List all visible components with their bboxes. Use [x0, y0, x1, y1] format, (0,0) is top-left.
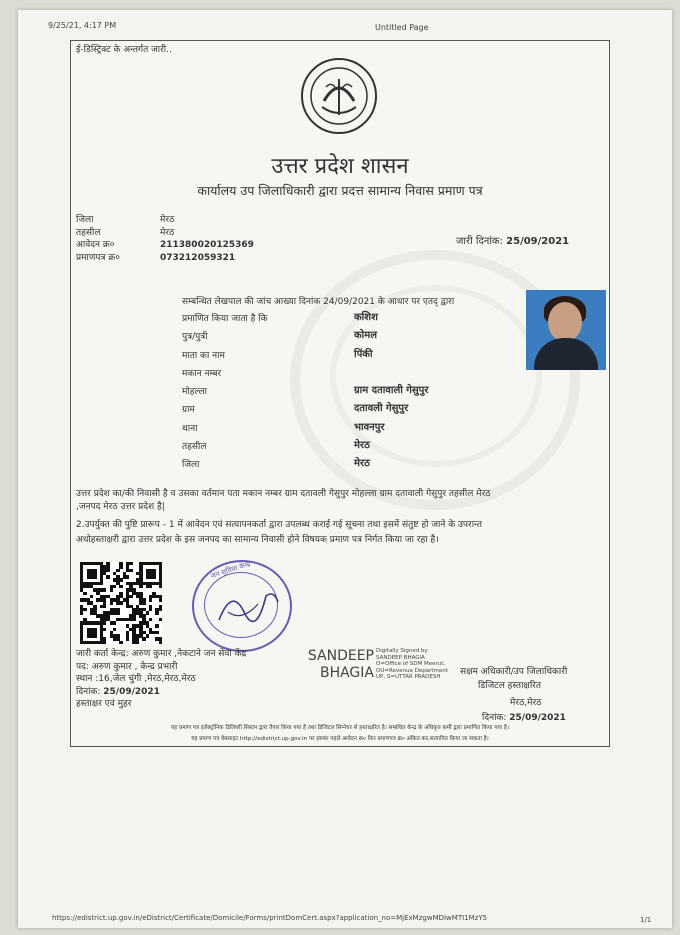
issuer-post: पद: अरुण कुमार , केन्द्र प्रभारी [76, 661, 178, 672]
detail-value: ग्राम दतावाली गेसुपुर [354, 385, 429, 397]
detail-labels [182, 310, 268, 475]
issue-date: 25/09/2021 [506, 236, 570, 247]
residence-line-1: उत्तर प्रदेश का/की निवासी है व उसका वर्तमान पता मकान नम्बर ग्राम दतावली गेसुपुर मोहल्ला ग्राम दतावाली गेसुपुर तहसील मेरठ [76, 489, 491, 499]
detail-label: जिला [182, 460, 200, 471]
residence-paragraph [76, 488, 606, 514]
digital-sign-details [376, 648, 448, 681]
detail-value: पिंकी [354, 348, 373, 360]
officer-place: मेरठ,मेरठ [510, 698, 542, 708]
qr-code [80, 562, 162, 644]
detail-value [354, 364, 428, 382]
detail-label: पुत्र/पुत्री [182, 332, 208, 343]
detail-label: प्रमाणित किया जाता है कि [182, 314, 268, 324]
print-page-number: 1/1 [640, 916, 652, 924]
officer-sign: डिजिटल हस्ताक्षरित [478, 681, 541, 691]
issuer-centre: जारी कर्ता केन्द्र: अरुण कुमार ,नेकटाने जन सेवा केंद्र [76, 649, 247, 659]
meta-label: आवेदन क्र० [76, 240, 115, 250]
meta-label: जिला [76, 215, 94, 225]
meta-label: तहसील [76, 227, 101, 238]
meta-value: 073212059321 [160, 252, 236, 263]
officer-date-label: दिनांक: [482, 713, 507, 723]
digital-sign-name [298, 648, 374, 682]
digital-sign-detail: SANDEEP BHAGIA [376, 654, 425, 661]
meta-values [160, 214, 254, 264]
issuer-date: 25/09/2021 [103, 686, 160, 697]
officer-date: 25/09/2021 [509, 713, 566, 723]
footnote-line-1: यह प्रमाण पत्र इलेक्ट्रॉनिक डिलिवरी सिस्टम द्वारा तैयार किया गया है तथा डिजिटल सिग्नेचर से हस्ताक्षरित है। सम्बंधित केन्द्र के अधिकृत कर्मी द्वारा प्रमाणित किया गया है। [171, 725, 509, 731]
digital-sign-name-2: BHAGIA [319, 665, 374, 681]
handwritten-signature [214, 582, 284, 632]
issuer-date-label: दिनांक: [76, 686, 101, 697]
officer-title: सक्षम अधिकारी/उप जिलाधिकारी [460, 667, 568, 677]
detail-label: तहसील [182, 442, 207, 453]
footnote [72, 723, 608, 745]
detail-value: कशिश [354, 312, 378, 323]
top-note: ई-डिस्ट्रिक्ट के अन्तर्गत जारी.. [76, 45, 172, 55]
meta-value: 211380020125369 [160, 240, 254, 250]
print-url: https://edistrict.up.gov.in/eDistrict/Certificate/Domicile/Forms/printDomCert.aspx?application_no=MjExMzgwMDIwMTI1MzY5 [52, 914, 488, 922]
detail-value: कोमल [354, 330, 378, 342]
confirmation-line-1: 2.उपर्युक्त की पुष्टि प्रारूप - 1 में आवेदन एवं सत्यापनकर्ता द्वारा उपलब्ध कराई गई सूचना तथा इसमें संतुष्ट हो जाने के उपरान्त [76, 520, 482, 530]
officer-date-row [482, 710, 566, 723]
stamp-text: जन सुविधा केन्द्र [209, 559, 252, 581]
detail-label: थाना [182, 423, 198, 434]
digital-sign-detail: Digitally Signed by [376, 648, 428, 654]
meta-label: प्रमाणपत्र क्र० [76, 252, 120, 263]
footnote-line-2: यह प्रमाण पत्र वेबसाइट http://edistrict.up.gov.in पर इसका पहले आवेदन क्र० फिर प्रमाणपत्र क्र० अंकित कर,सत्यापित किया जा सकता है। [191, 736, 489, 742]
detail-label: मोहल्ला [182, 387, 207, 398]
meta-value: मेरठ [160, 227, 175, 238]
print-datetime: 9/25/21, 4:17 PM [48, 21, 117, 30]
detail-value: दतावली गेसुपुर [354, 403, 409, 415]
detail-label: माता का नाम [182, 350, 225, 361]
up-emblem-icon [300, 57, 378, 135]
confirmation-paragraph [76, 518, 606, 548]
confirmation-line-2: अधोहस्ताक्षरी द्वारा उत्तर प्रदेश के इस जनपद का सामान्य निवासी होने विषयक प्रमाण पत्र निर्गत किया जा रहा है। [76, 535, 439, 545]
detail-label: मकान नम्बर [182, 368, 222, 379]
issue-date-label: जारी दिनांक: [456, 236, 503, 247]
residence-line-2: ,जनपद मेरठ उत्तर प्रदेश है| [76, 502, 165, 512]
issuer-place: स्थान :16,जेल चुंगी ,मेरठ,मेरठ,मेरठ [76, 674, 196, 684]
issuer-sign-label: हस्ताक्षर एवं मुहर [76, 699, 132, 709]
digital-sign-detail: UP, S=UTTAR PRADESH [376, 674, 441, 681]
detail-value: मेरठ [354, 458, 370, 470]
detail-values [354, 309, 428, 474]
applicant-photo [526, 290, 606, 370]
digital-sign-detail: O=Office of SDM Meerut, [376, 661, 446, 668]
meta-labels [76, 214, 120, 264]
print-page-title: Untitled Page [375, 23, 429, 32]
digital-sign-name-1: SANDEEP [307, 648, 374, 664]
intro-line: सम्बन्धित लेखपाल की जांच आख्या दिनांक 24/09/2021 के आधार पर एतद् द्वारा [182, 297, 455, 307]
detail-label: ग्राम [182, 405, 195, 416]
issue-date-row [456, 233, 569, 247]
digital-sign-detail: OU=Revenue Department [376, 667, 448, 674]
detail-value: मेरठ [354, 440, 370, 452]
detail-value: भावनपुर [354, 421, 385, 433]
certificate-title: उत्तर प्रदेश शासन [271, 154, 409, 179]
certificate-subtitle: कार्यालय उप जिलाधिकारी द्वारा प्रदत्त सामान्य निवास प्रमाण पत्र [197, 183, 483, 198]
issuer-block [76, 648, 246, 711]
meta-value: मेरठ [160, 215, 175, 225]
